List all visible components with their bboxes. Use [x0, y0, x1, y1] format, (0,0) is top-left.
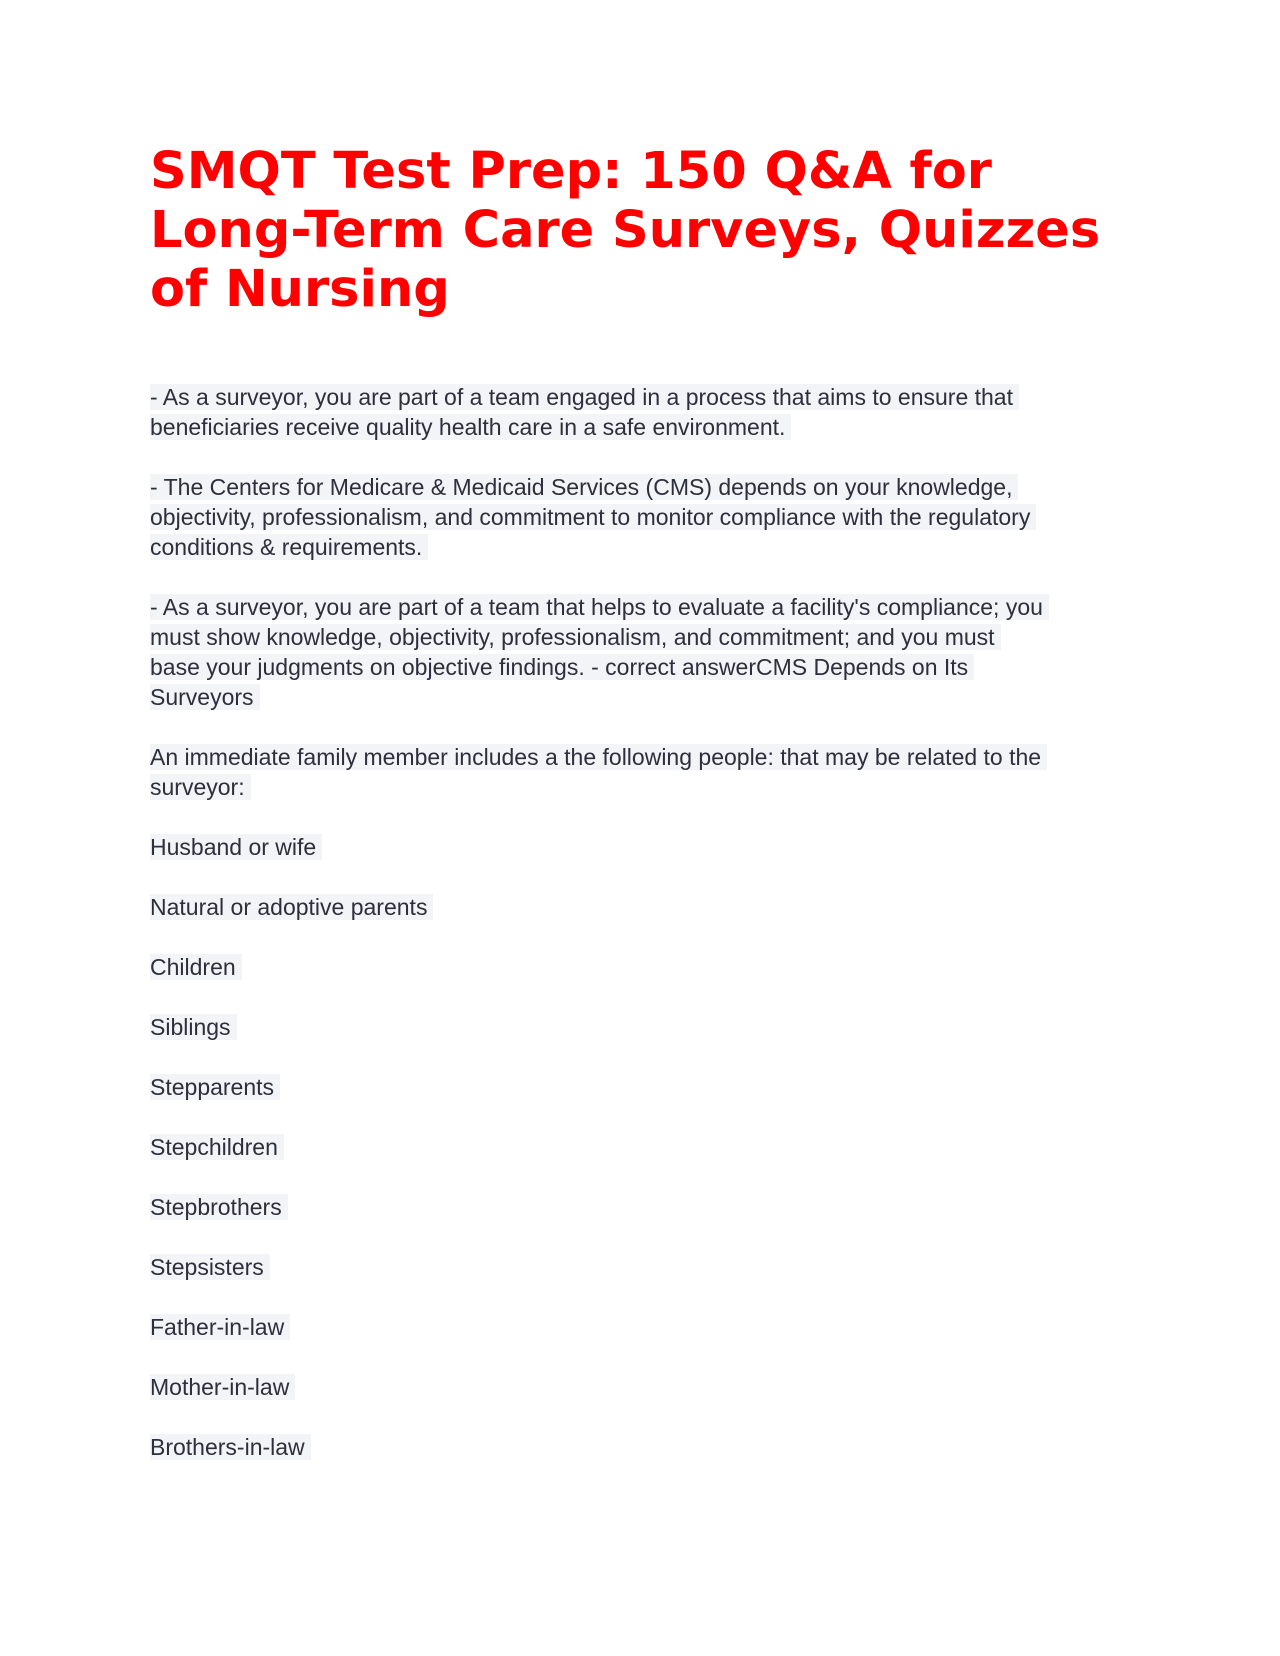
list-item	[150, 952, 242, 982]
text-line: objectivity, professionalism, and commitment to monitor compliance with the regulatory	[150, 504, 1036, 530]
list-item	[150, 1252, 270, 1282]
list-item	[150, 1372, 295, 1402]
text-line: Stepbrothers	[150, 1194, 288, 1220]
text-line: beneficiaries receive quality health care in a safe environment.	[150, 414, 791, 440]
list-item	[150, 1072, 280, 1102]
text-line: Stepchildren	[150, 1134, 284, 1160]
text-line: An immediate family member includes a the following people: that may be related to the	[150, 744, 1047, 770]
text-line: conditions & requirements.	[150, 534, 428, 560]
document-title	[150, 142, 1150, 319]
text-line: Natural or adoptive parents	[150, 894, 433, 920]
text-line: Children	[150, 954, 242, 980]
text-line: Siblings	[150, 1014, 237, 1040]
text-line: base your judgments on objective findings. - correct answerCMS Depends on Its	[150, 654, 974, 680]
text-line: surveyor:	[150, 774, 251, 800]
text-line: Brothers-in-law	[150, 1434, 311, 1460]
text-line: Father-in-law	[150, 1314, 290, 1340]
list-item	[150, 1312, 290, 1342]
list-item	[150, 1132, 284, 1162]
text-line: - The Centers for Medicare & Medicaid Services (CMS) depends on your knowledge,	[150, 474, 1018, 500]
list-item	[150, 1432, 311, 1462]
paragraph-evaluate-compliance	[150, 592, 1049, 712]
list-item	[150, 1012, 237, 1042]
text-line: Surveyors	[150, 684, 260, 710]
paragraph-cms-depends	[150, 472, 1036, 562]
text-line: - As a surveyor, you are part of a team engaged in a process that aims to ensure that	[150, 384, 1019, 410]
title-line: SMQT Test Prep: 150 Q&A for	[150, 142, 992, 201]
text-line: must show knowledge, objectivity, professionalism, and commitment; and you must	[150, 624, 1001, 650]
list-item	[150, 892, 433, 922]
title-line: Long-Term Care Surveys, Quizzes	[150, 201, 1101, 260]
text-line: Mother-in-law	[150, 1374, 295, 1400]
text-line: Stepsisters	[150, 1254, 270, 1280]
paragraph-immediate-family	[150, 742, 1047, 802]
list-item	[150, 832, 322, 862]
list-item	[150, 1192, 288, 1222]
paragraph-surveyor-team	[150, 382, 1019, 442]
text-line: Husband or wife	[150, 834, 322, 860]
text-line: Stepparents	[150, 1074, 280, 1100]
text-line: - As a surveyor, you are part of a team that helps to evaluate a facility's compliance; you	[150, 594, 1049, 620]
title-line: of Nursing	[150, 260, 450, 319]
